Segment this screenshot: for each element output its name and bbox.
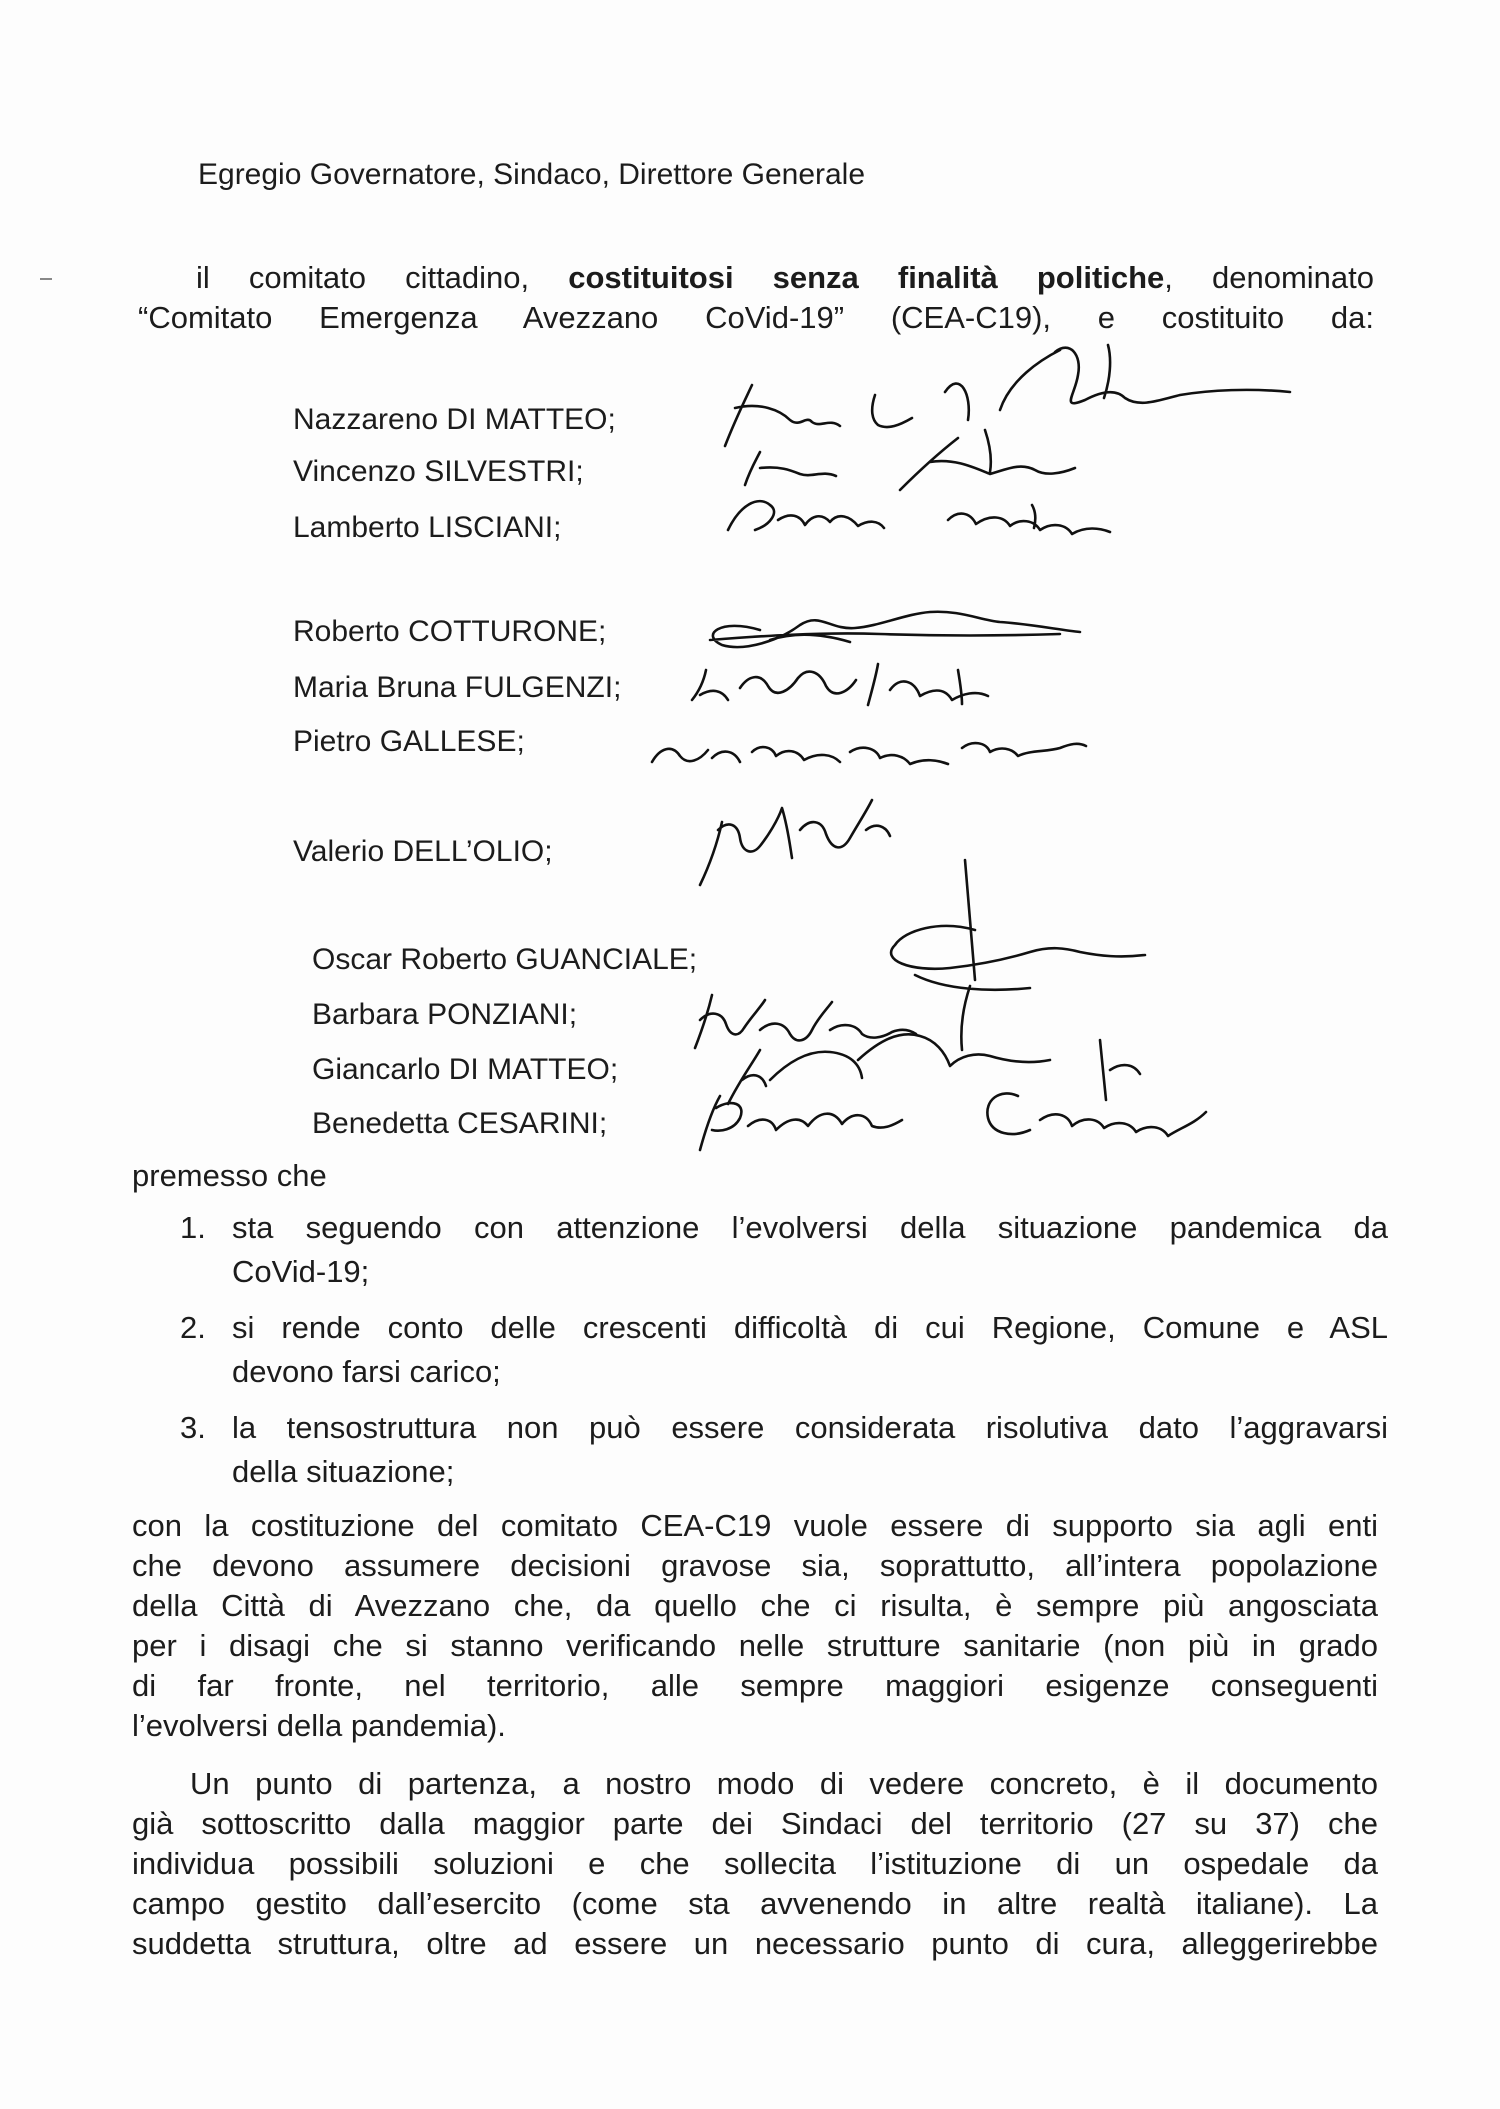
support-paragraph	[132, 1506, 1378, 1746]
member-name: Vincenzo SILVESTRI;	[293, 455, 584, 488]
list-item-text-cont: CoVid-19;	[232, 1254, 370, 1289]
member-name: Pietro GALLESE;	[293, 725, 525, 758]
list-item-text-cont: devono farsi carico;	[232, 1354, 501, 1389]
list-item-text: la tensostruttura non può essere considerata risolutiva dato l’aggravarsi	[232, 1410, 1388, 1445]
paragraph-line: per i disagi che si stanno verificando nelle strutture sanitarie (non più in grado	[132, 1628, 1378, 1663]
paragraph-line: con la costituzione del comitato CEA-C19 vuole essere di supporto sia agli enti	[132, 1508, 1378, 1543]
list-item	[180, 1206, 1390, 1296]
list-item-text: si rende conto delle crescenti difficoltà di cui Regione, Comune e ASL	[232, 1310, 1388, 1345]
list-item-text-cont: della situazione;	[232, 1454, 455, 1489]
member-name: Nazzareno DI MATTEO;	[293, 403, 616, 436]
member-name: Barbara PONZIANI;	[312, 998, 578, 1031]
paragraph-line: campo gestito dall’esercito (come sta avvenendo in altre realtà italiane). La	[132, 1886, 1378, 1921]
paragraph-line: di far fronte, nel territorio, alle sempre maggiori esigenze conseguenti	[132, 1668, 1378, 1703]
intro-line-2: “Comitato Emergenza Avezzano CoVid-19” (CEA-C19), e costituito da:	[138, 300, 1374, 335]
list-item-number: 2.	[180, 1310, 206, 1345]
paragraph-line: Un punto di partenza, a nostro modo di vedere concreto, è il documento	[190, 1766, 1378, 1801]
member-name: Roberto COTTURONE;	[293, 615, 607, 648]
member-name: Valerio DELL’OLIO;	[293, 835, 553, 868]
paragraph-line: suddetta struttura, oltre ad essere un necessario punto di cura, alleggerirebbe	[132, 1926, 1378, 1961]
list-item	[180, 1306, 1390, 1396]
intro-part2: , denominato	[1164, 260, 1374, 295]
paragraph-line: che devono assumere decisioni gravose sia, soprattutto, all’intera popolazione	[132, 1548, 1378, 1583]
member-name: Maria Bruna FULGENZI;	[293, 671, 622, 704]
intro-part1: il comitato cittadino,	[196, 260, 569, 295]
paragraph-line: della Città di Avezzano che, da quello che ci risulta, è sempre più angosciata	[132, 1588, 1378, 1623]
paragraph-line: individua possibili soluzioni e che sollecita l’istituzione di un ospedale da	[132, 1846, 1378, 1881]
salutation: Egregio Governatore, Sindaco, Direttore Generale	[198, 158, 866, 191]
member-name: Giancarlo DI MATTEO;	[312, 1053, 619, 1086]
proposal-paragraph	[132, 1764, 1378, 1964]
member-name: Benedetta CESARINI;	[312, 1107, 608, 1140]
paragraph-line: già sottoscritto dalla maggior parte dei Sindaci del territorio (27 su 37) che	[132, 1806, 1378, 1841]
list-item-number: 1.	[180, 1210, 206, 1245]
paragraph-line: l’evolversi della pandemia).	[132, 1708, 506, 1743]
premesso-heading: premesso che	[132, 1158, 327, 1193]
list-item-number: 3.	[180, 1410, 206, 1445]
member-name: Lamberto LISCIANI;	[293, 511, 562, 544]
list-item	[180, 1406, 1390, 1496]
list-item-text: sta seguendo con attenzione l’evolversi della situazione pandemica da	[232, 1210, 1388, 1245]
member-name: Oscar Roberto GUANCIALE;	[312, 943, 698, 976]
intro-bold: costituitosi senza finalità politiche	[568, 260, 1165, 295]
